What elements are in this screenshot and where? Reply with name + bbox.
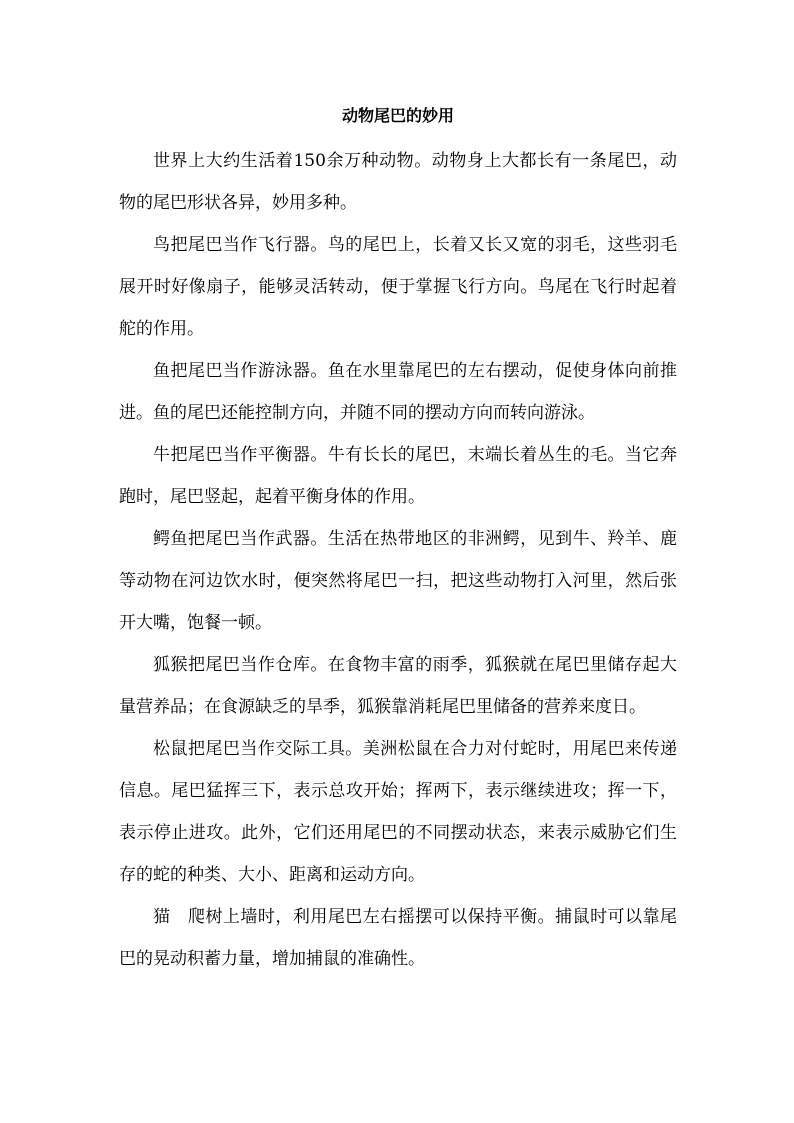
paragraph-fish: 鱼把尾巴当作游泳器。鱼在水里靠尾巴的左右摆动，促使身体向前推进。鱼的尾巴还能控制方向，并随不同的摆动方向而转向游泳。: [119, 361, 677, 423]
paragraph-intro: 世界上大约生活着150余万种动物。动物身上大都长有一条尾巴，动物的尾巴形状各异，妙用多种。: [119, 151, 677, 213]
paragraph-squirrel: 松鼠把尾巴当作交际工具。美洲松鼠在合力对付蛇时，用尾巴来传递信息。尾巴猛挥三下，表示总攻开始；挥两下，表示继续进攻；挥一下，表示停止进攻。此外，它们还用尾巴的不同摆动状态，来表示威胁它们生存的蛇的种类、大小、距离和运动方向。: [119, 739, 677, 885]
paragraph-bird: 鸟把尾巴当作飞行器。鸟的尾巴上，长着又长又宽的羽毛，这些羽毛展开时好像扇子，能够灵活转动，便于掌握飞行方向。鸟尾在飞行时起着舵的作用。: [119, 235, 677, 339]
document-title: 动物尾巴的妙用: [341, 106, 454, 125]
paragraph-crocodile: 鳄鱼把尾巴当作武器。生活在热带地区的非洲鳄，见到牛、羚羊、鹿等动物在河边饮水时，便突然将尾巴一扫，把这些动物打入河里，然后张开大嘴，饱餐一顿。: [119, 529, 677, 633]
paragraph-cat: 猫 爬树上墙时，利用尾巴左右摇摆可以保持平衡。捕鼠时可以靠尾巴的晃动积蓄力量，增加捕鼠的准确性。: [119, 907, 677, 969]
paragraph-cow: 牛把尾巴当作平衡器。牛有长长的尾巴，末端长着丛生的毛。当它奔跑时，尾巴竖起，起着平衡身体的作用。: [119, 445, 677, 507]
paragraph-lemur: 狐猴把尾巴当作仓库。在食物丰富的雨季，狐猴就在尾巴里储存起大量营养品；在食源缺乏的旱季，狐猴靠消耗尾巴里储备的营养来度日。: [119, 655, 677, 717]
document-body: [119, 103, 677, 980]
